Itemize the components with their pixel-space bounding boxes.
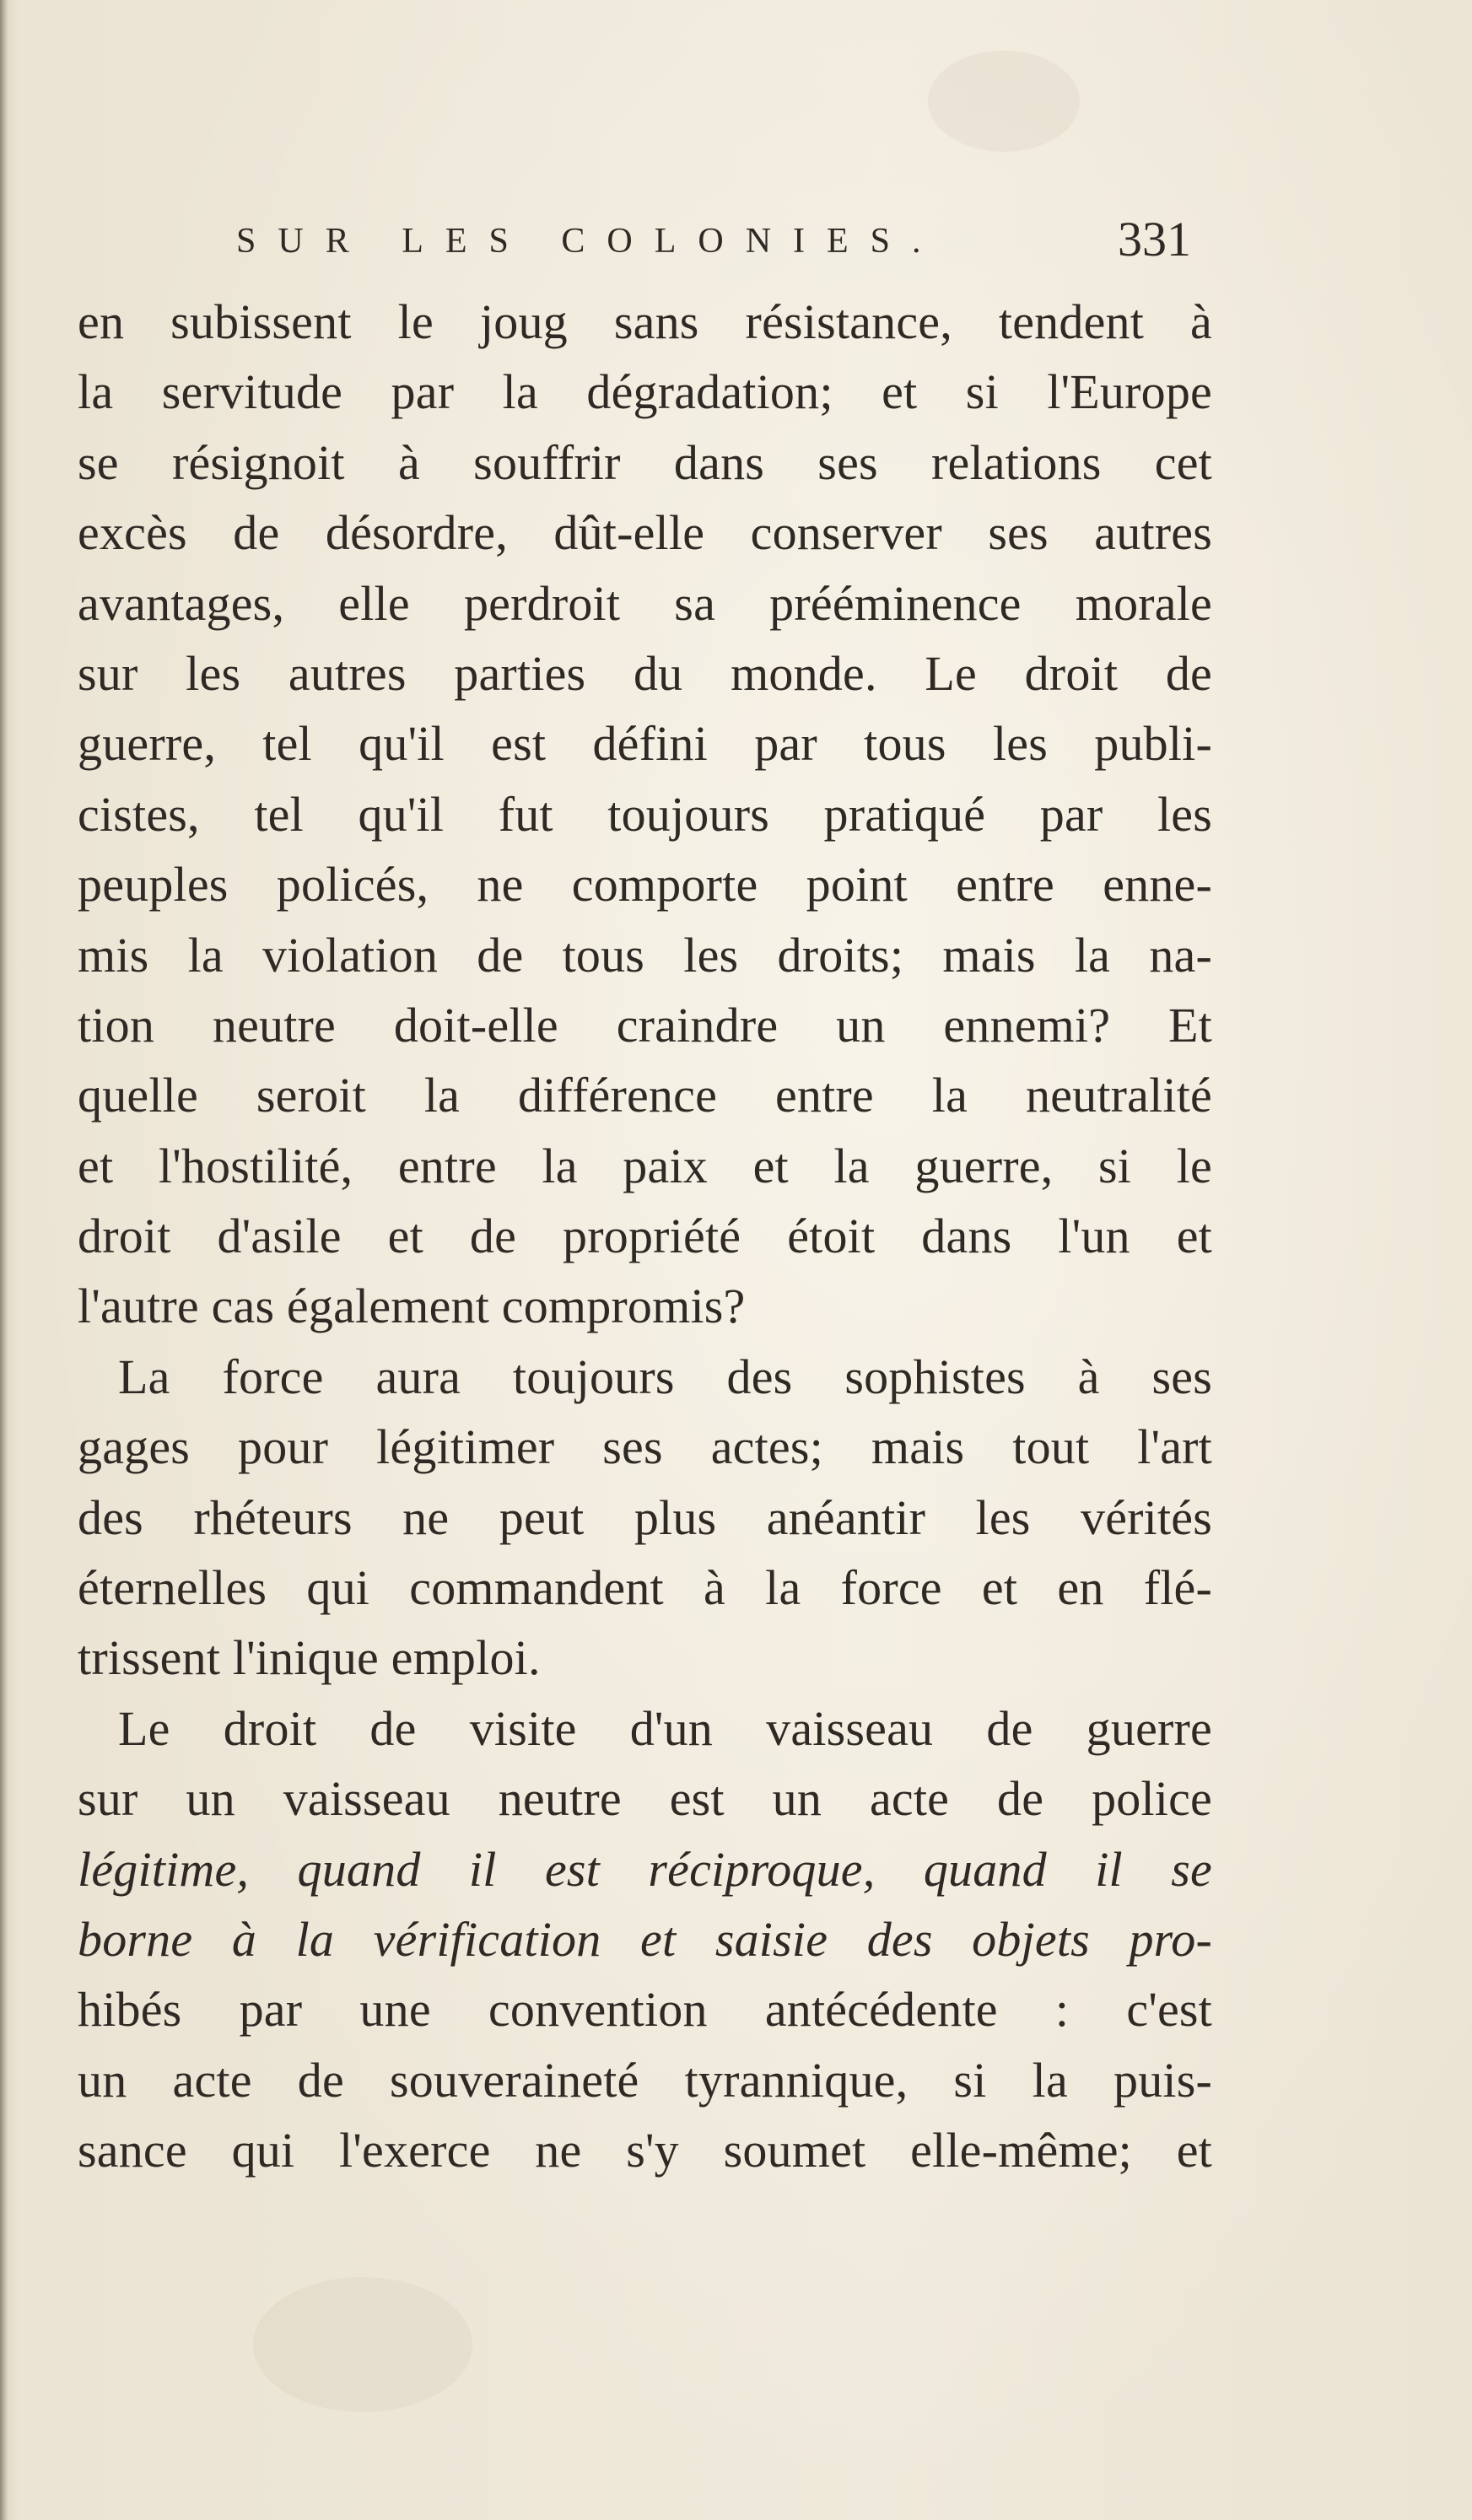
text-line: avantages, elle perdroit sa prééminence morale — [78, 575, 1212, 631]
text-line: cistes, tel qu'il fut toujours pratiqué par les — [78, 786, 1212, 842]
text-line: sur un vaisseau neutre est un acte de police — [78, 1771, 1212, 1827]
text-line: tion neutre doit-elle craindre un ennemi? Et — [78, 997, 1212, 1053]
text-line: guerre, tel qu'il est défini par tous les publi- — [78, 716, 1212, 772]
text-line: sance qui l'exerce ne s'y soumet elle-même; et — [78, 2123, 1212, 2178]
paper-stain — [253, 2277, 472, 2412]
text-line: droit d'asile et de propriété étoit dans l'un et — [78, 1209, 1212, 1264]
text-line: en subissent le joug sans résistance, tendent à — [78, 294, 1212, 349]
page-edge — [0, 0, 8, 2520]
text-line: mis la violation de tous les droits; mais la na- — [78, 927, 1212, 983]
text-line: borne à la vérification et saisie des objets pro- — [78, 1911, 1212, 1967]
text-line: trissent l'inique emploi. — [78, 1630, 541, 1686]
text-line: se résignoit à souffrir dans ses relations cet — [78, 434, 1212, 490]
text-line: des rhéteurs ne peut plus anéantir les vérités — [78, 1489, 1212, 1545]
text-line: légitime, quand il est réciproque, quand il se — [78, 1841, 1212, 1897]
text-line: Le droit de visite d'un vaisseau de guerre — [118, 1700, 1212, 1756]
text-line: La force aura toujours des sophistes à ses — [118, 1349, 1212, 1404]
text-line: hibés par une convention antécédente : c'est — [78, 1982, 1212, 2038]
paper-stain — [928, 51, 1080, 152]
text-line: peuples policés, ne comporte point entre enne- — [78, 857, 1212, 913]
text-line: et l'hostilité, entre la paix et la guerre, si le — [78, 1138, 1212, 1193]
text-line: sur les autres parties du monde. Le droit de — [78, 645, 1212, 701]
text-line: la servitude par la dégradation; et si l'Europe — [78, 364, 1212, 420]
text-line: quelle seroit la différence entre la neutralité — [78, 1068, 1212, 1123]
body-text — [78, 287, 1212, 2186]
text-line: excès de désordre, dût-elle conserver ses autres — [78, 505, 1212, 561]
text-line: l'autre cas également compromis? — [78, 1279, 746, 1334]
text-line: gages pour légitimer ses actes; mais tout l'art — [78, 1419, 1212, 1475]
text-line: un acte de souveraineté tyrannique, si la puis- — [78, 2052, 1212, 2108]
text-line: éternelles qui commandent à la force et en flé- — [78, 1560, 1212, 1616]
page-number: 331 — [1118, 212, 1191, 267]
running-head: SUR LES COLONIES. — [236, 222, 943, 261]
